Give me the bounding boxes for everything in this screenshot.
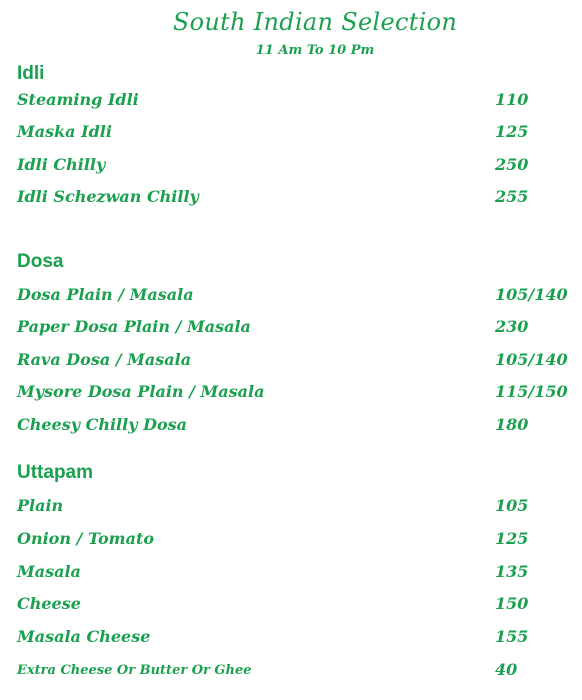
item-price: 105/140	[495, 285, 568, 304]
section-heading-dosa: Dosa	[17, 251, 64, 272]
item-price: 255	[495, 187, 529, 206]
item-price: 155	[495, 627, 529, 646]
service-hours: 11 Am To 10 Pm	[255, 43, 375, 58]
menu-item	[17, 350, 577, 374]
item-price: 125	[495, 122, 529, 141]
section-heading-uttapam: Uttapam	[17, 462, 94, 483]
item-name: Idli Schezwan Chilly	[17, 187, 199, 206]
menu-item	[17, 90, 577, 114]
item-name: Mysore Dosa Plain / Masala	[17, 382, 265, 401]
menu-item	[17, 155, 577, 179]
item-name: Idli Chilly	[17, 155, 106, 174]
menu-item	[17, 660, 577, 684]
item-price: 250	[495, 155, 529, 174]
item-name: Plain	[17, 496, 64, 515]
menu-item	[17, 594, 577, 618]
item-name: Masala	[17, 562, 81, 581]
menu-item	[17, 562, 577, 586]
item-name: Maska Idli	[17, 122, 112, 141]
item-name: Steaming Idli	[17, 90, 139, 109]
item-price: 135	[495, 562, 529, 581]
item-name: Extra Cheese Or Butter Or Ghee	[17, 663, 252, 678]
item-price: 115/150	[495, 382, 568, 401]
menu-item	[17, 529, 577, 553]
item-name: Paper Dosa Plain / Masala	[17, 317, 251, 336]
menu-item	[17, 187, 577, 211]
item-price: 105/140	[495, 350, 568, 369]
item-price: 150	[495, 594, 529, 613]
item-name: Dosa Plain / Masala	[17, 285, 194, 304]
item-price: 105	[495, 496, 529, 515]
menu-item	[17, 496, 577, 520]
menu-item	[17, 317, 577, 341]
menu-item	[17, 122, 577, 146]
item-price: 180	[495, 415, 529, 434]
section-heading-idli: Idli	[17, 63, 45, 84]
item-price: 40	[495, 660, 518, 679]
item-price: 230	[495, 317, 529, 336]
item-name: Rava Dosa / Masala	[17, 350, 192, 369]
menu-item	[17, 285, 577, 309]
item-name: Onion / Tomato	[17, 529, 155, 548]
item-name: Cheesy Chilly Dosa	[17, 415, 187, 434]
item-price: 125	[495, 529, 529, 548]
menu-item	[17, 382, 577, 406]
item-name: Cheese	[17, 594, 81, 613]
item-price: 110	[495, 90, 529, 109]
menu-item	[17, 627, 577, 651]
item-name: Masala Cheese	[17, 627, 151, 646]
menu-item	[17, 415, 577, 439]
menu-title: South Indian Selection	[172, 8, 458, 36]
